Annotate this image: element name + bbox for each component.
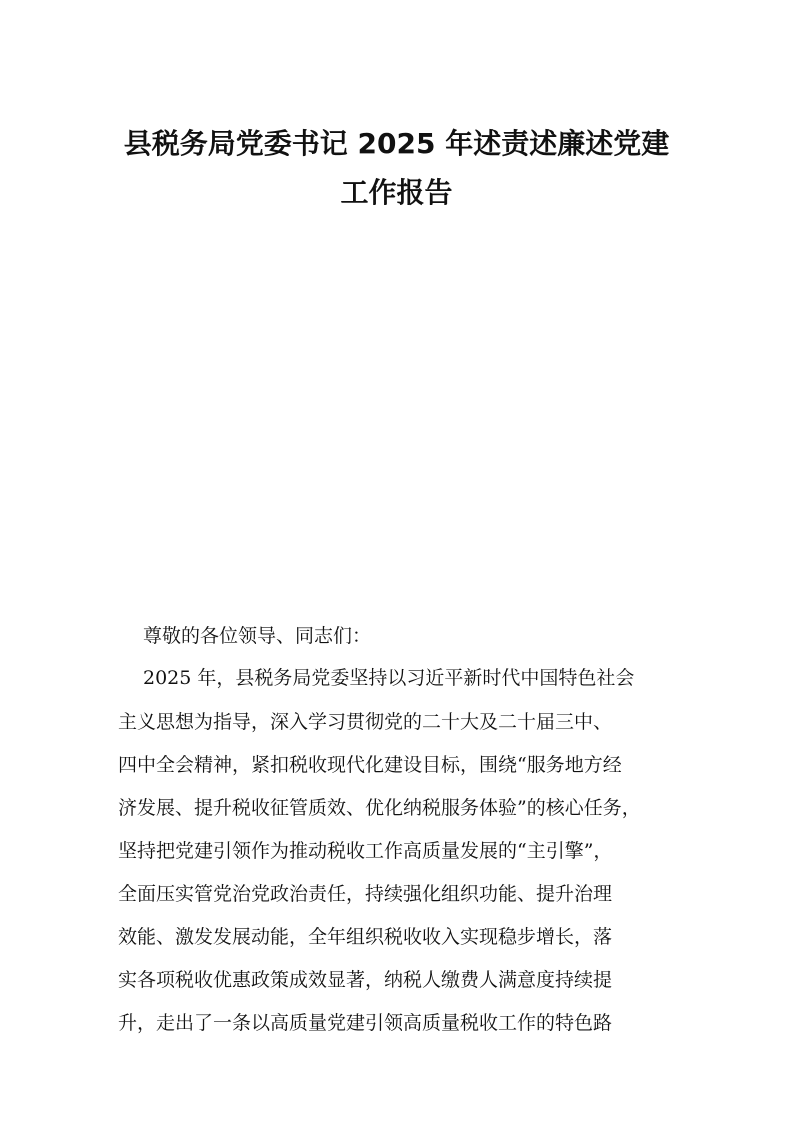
document-title-line-2: 工作报告 [340,176,453,209]
paragraph-line: 四中全会精神，紧扣税收现代化建设目标，围绕“服务地方经 [118,754,622,776]
paragraph-line: 效能、激发发展动能，全年组织税收收入实现稳步增长，落 [118,926,613,948]
paragraph-line: 全面压实管党治党政治责任，持续强化组织功能、提升治理 [118,883,613,905]
paragraph-line: 实各项税收优惠政策成效显著，纳税人缴费人满意度持续提 [118,969,613,991]
paragraph-line: 主义思想为指导，深入学习贯彻党的二十大及二十届三中、 [118,711,613,733]
paragraph-line: 升，走出了一条以高质量党建引领高质量税收工作的特色路 [118,1012,613,1034]
paragraph-line: 坚持把党建引领作为推动税收工作高质量发展的“主引擎”， [118,840,613,862]
paragraph-line: 2025 年，县税务局党委坚持以习近平新时代中国特色社会 [143,667,635,689]
salutation: 尊敬的各位领导、同志们： [143,625,372,647]
document-title-line-1: 县税务局党委书记 2025 年述责述廉述党建 [123,127,670,160]
paragraph-line: 济发展、提升税收征管质效、优化纳税服务体验”的核心任务， [118,797,641,819]
